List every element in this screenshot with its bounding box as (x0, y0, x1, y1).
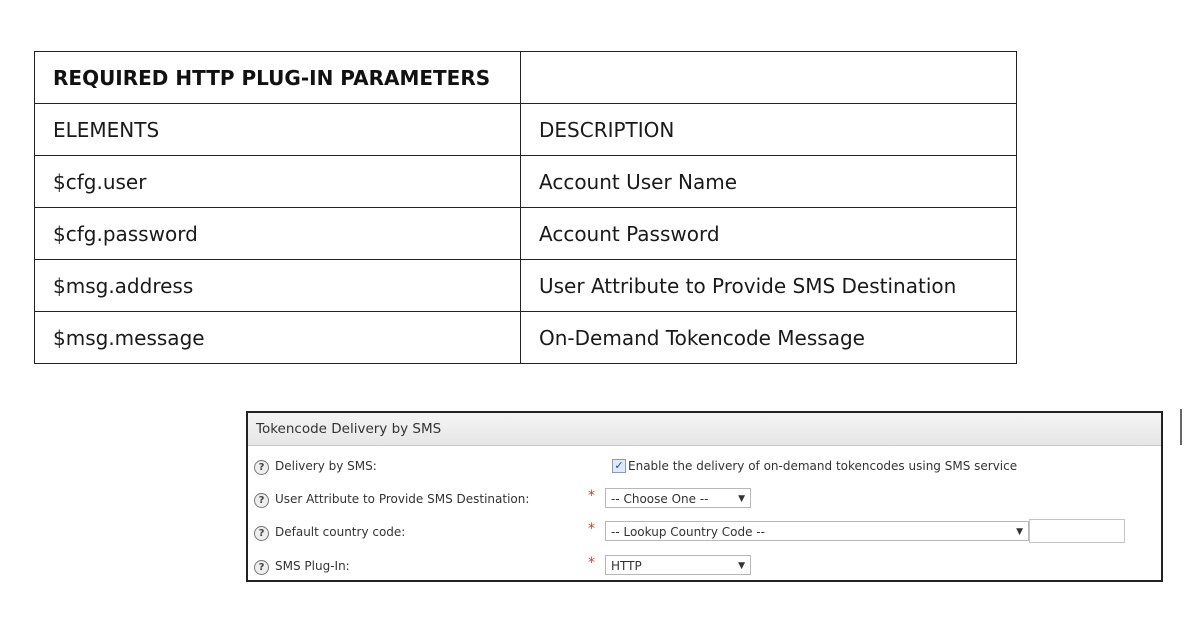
sms-plugin-label: SMS Plug-In: (275, 559, 350, 573)
user-attribute-row (248, 488, 1161, 516)
delivery-by-sms-row (248, 455, 1161, 483)
required-mark: * (588, 488, 595, 504)
sms-plugin-select-value: HTTP (611, 559, 642, 573)
chevron-down-icon: ▼ (1016, 527, 1023, 537)
user-attribute-label: User Attribute to Provide SMS Destination: (275, 492, 530, 506)
table-row (35, 312, 1017, 364)
sms-delivery-panel (246, 411, 1163, 582)
user-attribute-select-value: -- Choose One -- (611, 492, 709, 506)
enable-sms-delivery-checkbox[interactable]: ✓ (612, 459, 626, 473)
element-cell: $cfg.password (35, 208, 521, 260)
enable-sms-delivery-label: Enable the delivery of on-demand tokencodes using SMS service (628, 459, 1018, 473)
table-title: REQUIRED HTTP PLUG-IN PARAMETERS (35, 52, 521, 104)
table-header-row (35, 52, 1017, 104)
help-icon[interactable]: ? (254, 460, 269, 475)
description-cell: Account User Name (521, 156, 1017, 208)
country-code-row (248, 521, 1161, 549)
help-icon[interactable]: ? (254, 560, 269, 575)
delivery-by-sms-label: Delivery by SMS: (275, 459, 377, 473)
description-cell: Account Password (521, 208, 1017, 260)
column-header-elements: ELEMENTS (35, 104, 521, 156)
required-mark: * (588, 555, 595, 571)
sms-plugin-select[interactable] (605, 555, 751, 575)
help-icon[interactable]: ? (254, 493, 269, 508)
table-row (35, 156, 1017, 208)
table-column-header-row (35, 104, 1017, 156)
column-header-description: DESCRIPTION (521, 104, 1017, 156)
help-icon[interactable]: ? (254, 526, 269, 541)
element-cell: $cfg.user (35, 156, 521, 208)
country-code-input[interactable] (1029, 519, 1125, 543)
element-cell: $msg.message (35, 312, 521, 364)
chevron-down-icon: ▼ (738, 494, 745, 504)
right-edge-divider (1180, 409, 1182, 445)
chevron-down-icon: ▼ (738, 561, 745, 571)
description-cell: User Attribute to Provide SMS Destination (521, 260, 1017, 312)
description-cell: On-Demand Tokencode Message (521, 312, 1017, 364)
country-code-select[interactable] (605, 521, 1029, 541)
required-mark: * (588, 521, 595, 537)
table-title-empty-cell (521, 52, 1017, 104)
user-attribute-select[interactable] (605, 488, 751, 508)
country-code-select-value: -- Lookup Country Code -- (611, 525, 765, 539)
table-row (35, 208, 1017, 260)
table-row (35, 260, 1017, 312)
panel-title: Tokencode Delivery by SMS (248, 413, 1161, 446)
required-parameters-table (34, 51, 1017, 364)
element-cell: $msg.address (35, 260, 521, 312)
country-code-label: Default country code: (275, 525, 406, 539)
sms-plugin-row (248, 555, 1161, 583)
